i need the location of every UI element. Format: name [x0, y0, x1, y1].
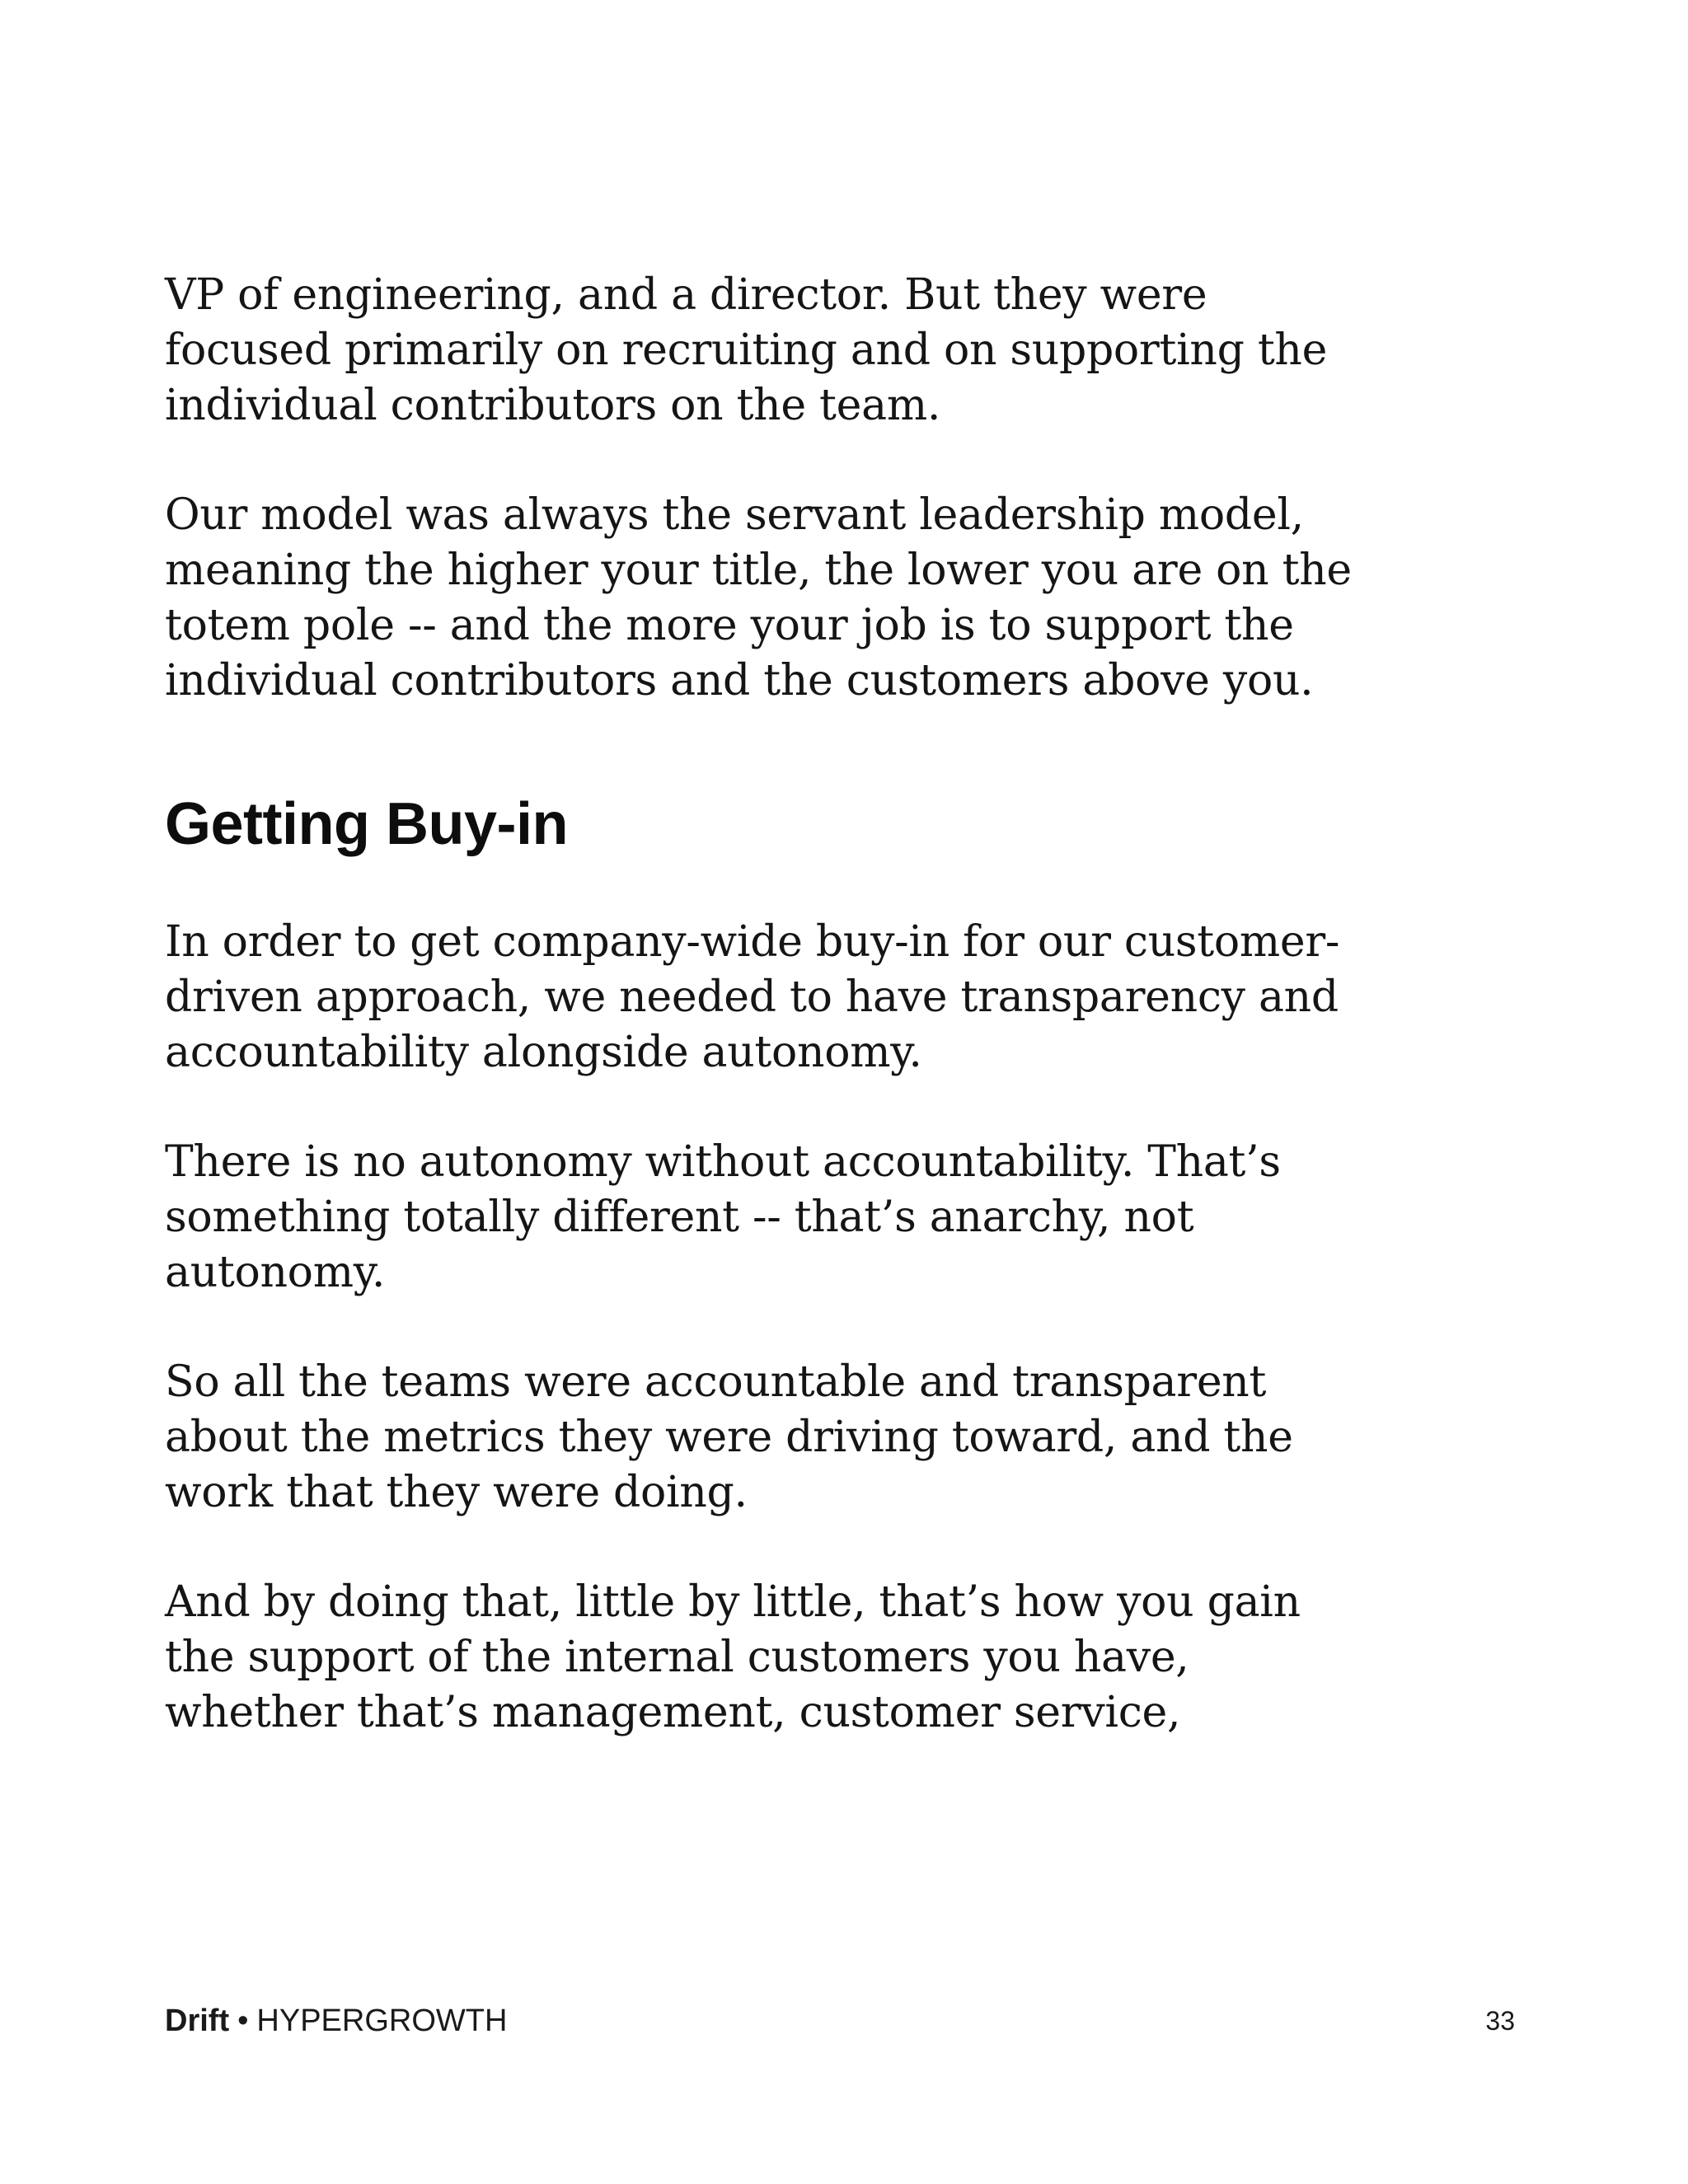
text-line: focused primarily on recruiting and on supporting the: [165, 326, 1328, 375]
page-body: [165, 268, 1352, 1795]
text-line: And by doing that, little by little, that’s how you gain: [165, 1577, 1301, 1627]
text-line: Our model was always the servant leadership model,: [165, 490, 1304, 540]
text-line: VP of engineering, and a director. But they were: [165, 270, 1207, 320]
text-line: meaning the higher your title, the lower you are on the: [165, 546, 1352, 595]
text-line: autonomy.: [165, 1248, 386, 1297]
footer-separator: •: [237, 2004, 249, 2038]
text-line: accountability alongside autonomy.: [165, 1028, 922, 1077]
footer-brand: Drift: [165, 2004, 230, 2038]
paragraph-1: [165, 268, 1335, 434]
text-line: totem pole -- and the more your job is to support the: [165, 601, 1294, 650]
paragraph-2: [165, 488, 1352, 709]
text-line: individual contributors and the customers above you.: [165, 656, 1314, 705]
footer-title: HYPERGROWTH: [256, 2004, 508, 2038]
text-line: There is no autonomy without accountability. That’s: [165, 1137, 1281, 1187]
text-line: individual contributors on the team.: [165, 381, 941, 430]
paragraph-5: [165, 1355, 1335, 1521]
page-footer: [165, 2001, 507, 2041]
paragraph-3: [165, 915, 1340, 1080]
text-line: driven approach, we needed to have transparency and: [165, 972, 1339, 1022]
paragraph-6: [165, 1575, 1335, 1741]
section-heading: Getting Buy-in: [165, 791, 568, 857]
text-line: something totally different -- that’s anarchy, not: [165, 1193, 1194, 1242]
text-line: In order to get company-wide buy-in for our customer-: [165, 917, 1340, 967]
text-line: whether that’s management, customer service,: [165, 1688, 1181, 1737]
paragraph-4: [165, 1135, 1335, 1301]
page-number: 33: [1485, 2006, 1515, 2036]
text-line: the support of the internal customers you have,: [165, 1633, 1189, 1682]
text-line: about the metrics they were driving toward, and the: [165, 1413, 1293, 1462]
text-line: So all the teams were accountable and transparent: [165, 1357, 1267, 1407]
text-line: work that they were doing.: [165, 1468, 748, 1517]
